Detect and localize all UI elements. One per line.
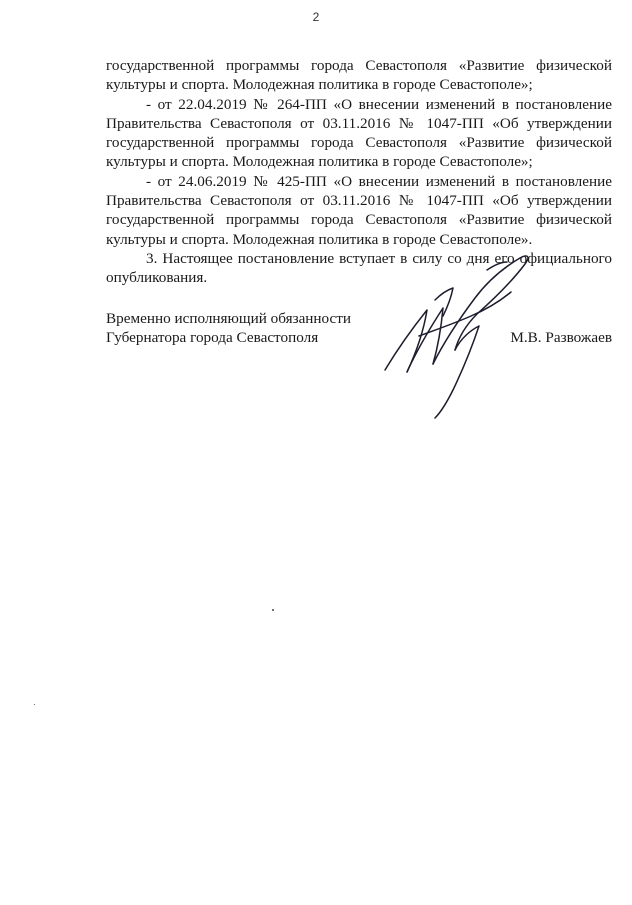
paragraph-item-264: - от 22.04.2019 № 264-ПП «О внесении изменений в постановление Правительства Севастополя от 03.11.2016 № 1047-ПП «Об утверждении государственной программы города Севастополя «Развитие физической культуры и спорта. Молодежная политика в городе Севастополе»; <box>106 95 612 171</box>
scan-speck <box>34 704 35 705</box>
page-number: 2 <box>312 10 320 24</box>
paragraph-item-425: - от 24.06.2019 № 425-ПП «О внесении изменений в постановление Правительства Севастополя от 03.11.2016 № 1047-ПП «Об утверждении государственной программы города Севастополя «Развитие физической культуры и спорта. Молодежная политика в городе Севастополе». <box>106 172 612 248</box>
handwritten-signature <box>375 240 555 420</box>
signer-title-line-2: Губернатора города Севастополя <box>106 329 319 347</box>
signer-name: М.В. Развожаев <box>510 329 612 347</box>
paragraph-effective-date: 3. Настоящее постановление вступает в силу со дня его официального опубликования. <box>106 249 612 287</box>
scan-speck <box>272 609 274 611</box>
paragraph-continuation: государственной программы города Севастополя «Развитие физической культуры и спорта. Молодежная политика в городе Севастополе»; <box>106 57 612 94</box>
signer-title-line-1: Временно исполняющий обязанности <box>106 310 352 327</box>
